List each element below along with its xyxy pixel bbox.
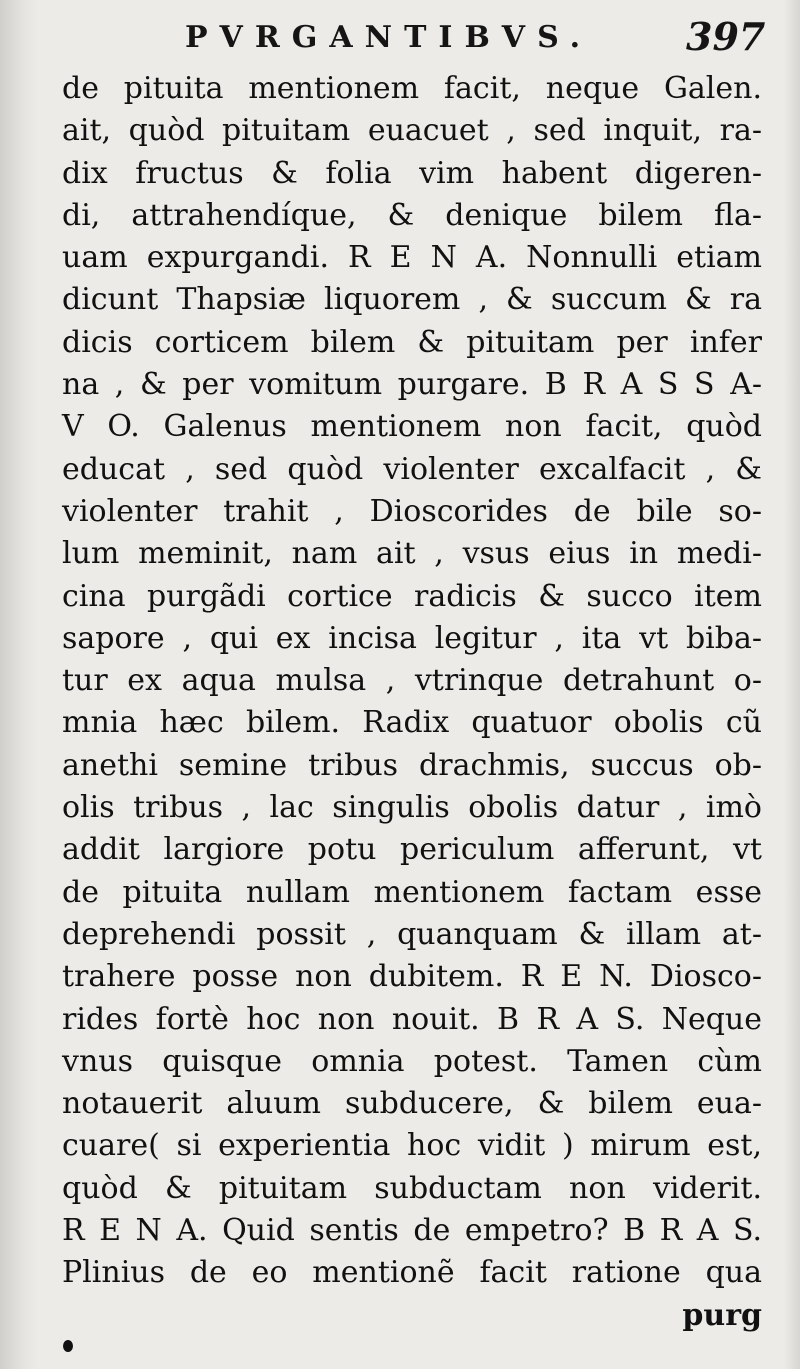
text-line: quòd & pituitam subductam non viderit. (62, 1170, 762, 1206)
text-line: addit largiore potu periculum afferunt, vt (62, 832, 762, 868)
text-line: R E N A. Quid sentis de empetro? B R A S. (62, 1213, 762, 1249)
text-line: notauerit aluum subducere, & bilem eua- (62, 1086, 762, 1122)
text-line: olis tribus , lac singulis obolis datur , imò (62, 790, 762, 826)
text-line: deprehendi possit , quanquam & illam at- (62, 916, 762, 952)
text-line: de pituita mentionem facit, neque Galen. (62, 71, 762, 106)
text-line: sapore , qui ex incisa legitur , ita vt biba- (62, 620, 762, 656)
page-header (0, 14, 800, 64)
text-line: na , & per vomitum purgare. B R A S S A- (62, 367, 762, 403)
text-line: cuare( si experientia hoc vidit ) mirum est, (62, 1128, 762, 1164)
text-line: tur ex aqua mulsa , vtrinque detrahunt o- (62, 663, 762, 699)
text-line: Plinius de eo mentionẽ facit ratione qua (62, 1255, 762, 1291)
page-number: 397 (686, 14, 766, 59)
text-line: vnus quisque omnia potest. Tamen cùm (62, 1043, 762, 1079)
text-line: trahere posse non dubitem. R E N. Diosco- (62, 959, 762, 995)
text-line: rides fortè hoc non nouit. B R A S. Neque (62, 1001, 762, 1037)
text-line: dix fructus & folia vim habent digeren- (62, 155, 762, 191)
text-line: dicunt Thapsiæ liquorem , & succum & ra (62, 282, 762, 318)
text-line: V O. Galenus mentionem non facit, quòd (62, 409, 762, 445)
text-line: ait, quòd pituitam euacuet , sed inquit, ra- (62, 113, 762, 149)
ink-dot-mark (63, 1340, 73, 1352)
text-line: uam expurgandi. R E N A. Nonnulli etiam (62, 240, 762, 276)
text-line: di, attrahendíque, & denique bilem fla- (62, 197, 762, 233)
body-text (62, 68, 762, 1337)
text-line: anethi semine tribus drachmis, succus ob- (62, 747, 762, 783)
text-line: violenter trahit , Dioscorides de bile so- (62, 493, 762, 529)
text-line: mnia hæc bilem. Radix quatuor obolis cũ (62, 705, 762, 741)
text-line: educat , sed quòd violenter excalfacit , & (62, 451, 762, 487)
page-gutter-shadow (0, 0, 38, 1369)
text-line: lum meminit, nam ait , vsus eius in medi- (62, 536, 762, 572)
page-edge-shadow (784, 0, 800, 1369)
text-line: dicis corticem bilem & pituitam per infer (62, 324, 762, 360)
running-head: PVRGANTIBVS. (185, 20, 593, 55)
text-line: cina purgãdi cortice radicis & succo item (62, 578, 762, 614)
text-line: de pituita nullam mentionem factam esse (62, 874, 762, 910)
catchword: purg (682, 1297, 762, 1333)
